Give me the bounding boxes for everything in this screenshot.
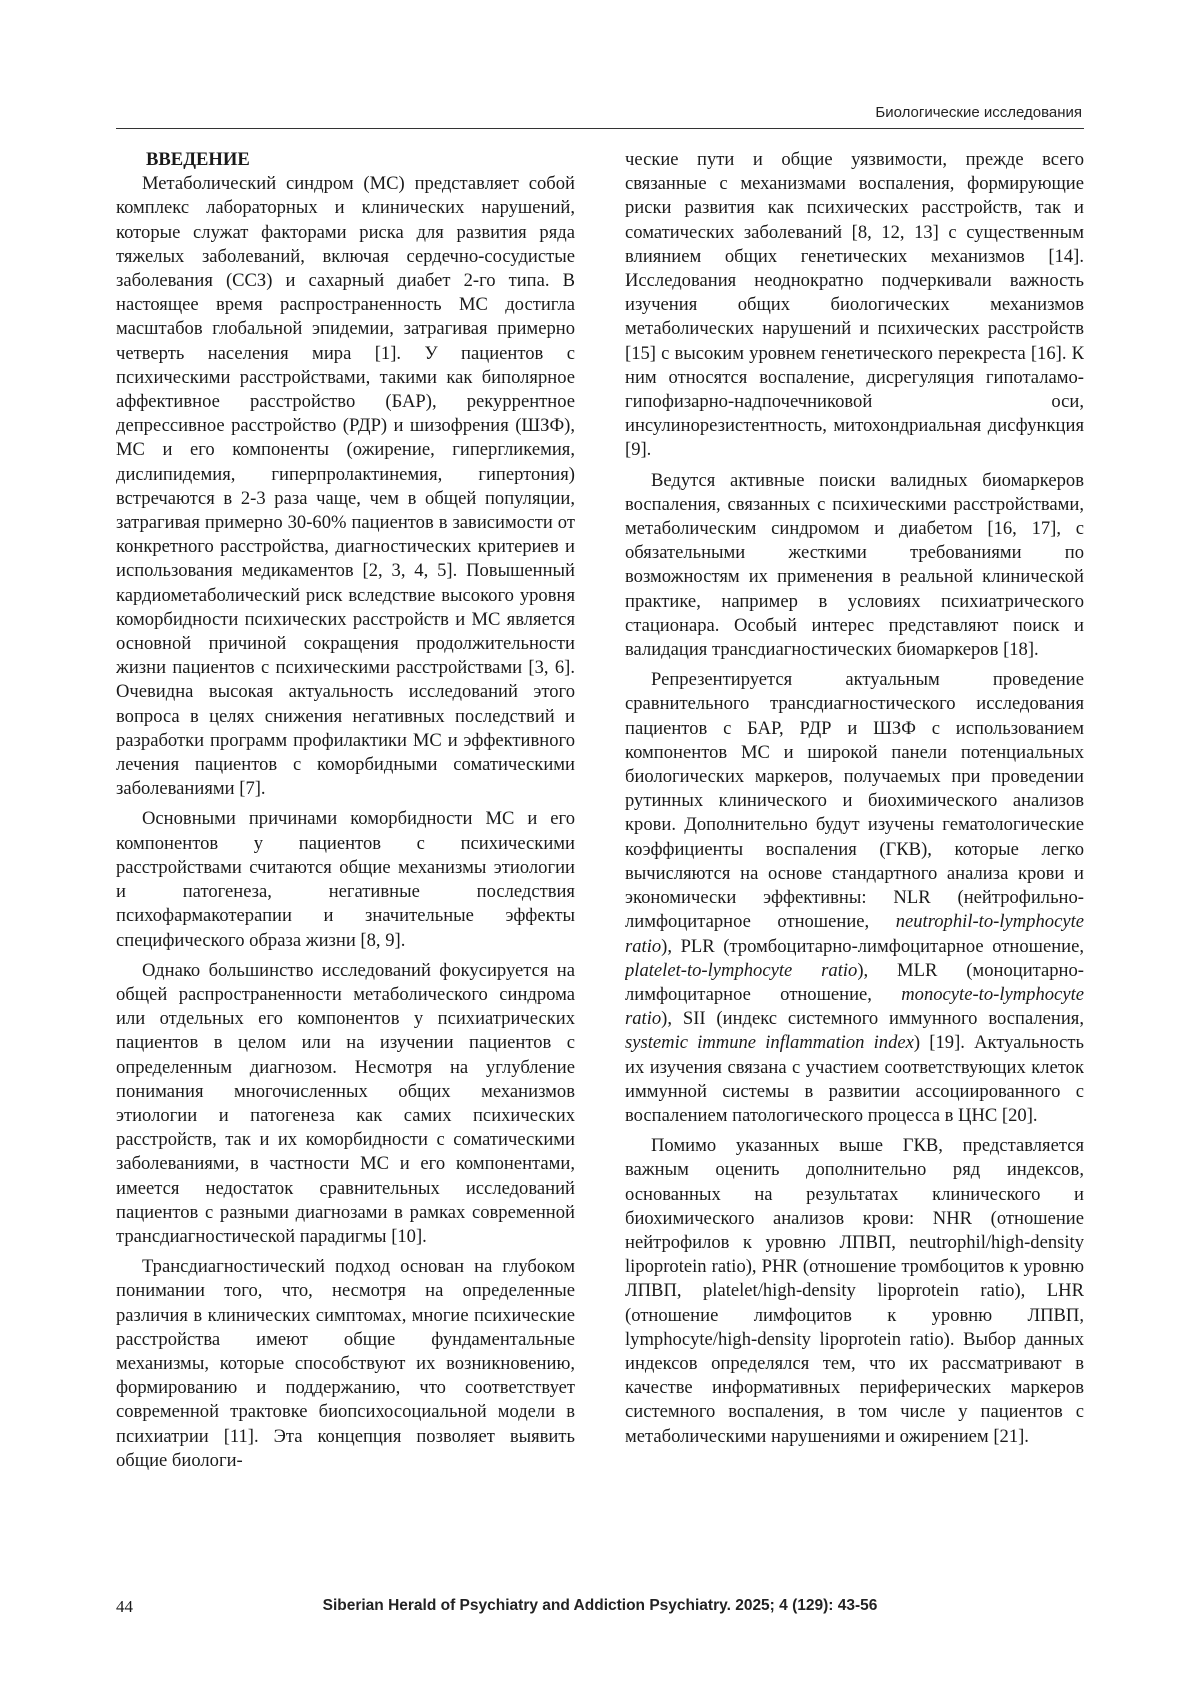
page-number: 44 <box>116 1597 133 1616</box>
header-rule <box>116 128 1084 129</box>
left-column <box>116 148 575 1573</box>
text-run: ), PLR (тромбоцитарно-лимфоцитарное отношение, <box>661 935 1084 957</box>
journal-citation: Siberian Herald of Psychiatry and Addiction Psychiatry. 2025; 4 (129): 43-56 <box>322 1597 878 1614</box>
text-run: ) [19]. Актуальность их изучения связана с участием соответствующих клеток иммунной системы в развитии ассоциированного с воспалением патологического процесса в ЦНС [20]. <box>625 1032 1084 1126</box>
paragraph-continuation: ческие пути и общие уязвимости, прежде всего связанные с механизмами воспаления, формирующие риски развития как психических расстройств, так и соматических заболеваний [8, 12, 13] с существенным влиянием общих генетических механизмов [14]. Исследования неоднократно подчеркивали важность изучения общих биологических механизмов метаболических нарушений и психических расстройств [15] с высоким уровнем генетического перекреста [16]. К ним относятся воспаление, дисрегуляция гипоталамо-гипофизарно-надпочечниковой оси, инсулинорезистентность, митохондриальная дисфункция [9]. <box>625 149 1084 461</box>
running-title: Биологические исследования <box>875 104 1082 121</box>
paragraph-intro-4: Трансдиагностический подход основан на глубоком понимании того, что, несмотря на определенные различия в клинических симптомах, многие психические расстройства имеют общие фундаментальные механизмы, которые способствуют их возникновению, формированию и поддержанию, что соответствует современной трактовке биопсихосоциальной модели в психиатрии [11]. Эта концепция позволяет выявить общие биологи- <box>116 1256 575 1471</box>
section-heading: ВВЕДЕНИЕ <box>146 149 250 170</box>
paragraph-hematologic-indices <box>625 668 1084 1128</box>
text-run: ), MLR (моноцитарно-лимфоцитарное отношение, <box>625 959 1084 1005</box>
paragraph-intro-3: Однако большинство исследований фокусируется на общей распространенности метаболического синдрома или отдельных его компонентов у психиатрических пациентов в целом или на изучении пациентов с определенным диагнозом. Несмотря на углубление понимания многочисленных общих механизмов этиологии и патогенеза как самих психических расстройств, так и их коморбидности с соматическими заболеваниями, в частности МС и его компонентами, имеется недостаток сравнительных исследований пациентов с разными диагнозами в рамках современной трансдиагностической парадигмы [10]. <box>116 959 575 1247</box>
italic-term-nlr: neutrophil-to-lymphocyte ratio <box>625 911 1084 957</box>
text-run: Репрезентируется актуальным проведение сравнительного трансдиагностического исследования пациентов с БАР, РДР и ШЗФ с использованием компонентов МС и широкой панели потенциальных биологических маркеров, получаемых при проведении рутинных клинического и биохимического анализов крови. Дополнительно будут изучены гематологические коэффициенты воспаления (ГКВ), которые легко вычисляются на основе стандартного анализа крови и экономически эффективны: NLR (нейтрофильно-лимфоцитарное отношение, <box>625 669 1084 933</box>
italic-term-sii: systemic immune inflammation index <box>625 1032 914 1054</box>
right-column <box>625 148 1084 1573</box>
italic-term-plr: platelet-to-lymphocyte ratio <box>625 959 858 981</box>
text-run: ), SII (индекс системного иммунного воспаления, <box>661 1008 1084 1030</box>
paragraph-additional-indices: Помимо указанных выше ГКВ, представляется важным оценить дополнительно ряд индексов, основанных на результатах клинического и биохимического анализов крови: NHR (отношение нейтрофилов к уровню ЛПВП, neutrophil/high-density lipoprotein ratio), PHR (отношение тромбоцитов к уровню ЛПВП, platelet/high-density lipoprotein ratio), LHR (отношение лимфоцитов к уровню ЛПВП, lymphocyte/high-density lipoprotein ratio). Выбор данных индексов определялся тем, что их рассматривают в качестве информативных периферических маркеров системного воспаления, в том числе у пациентов с метаболическими нарушениями и ожирением [21]. <box>625 1135 1084 1447</box>
paragraph-intro-1: Метаболический синдром (МС) представляет собой комплекс лабораторных и клинических нарушений, которые служат факторами риска для развития ряда тяжелых заболеваний, включая сердечно-сосудистые заболевания (ССЗ) и сахарный диабет 2-го типа. В настоящее время распространенность МС достигла масштабов глобальной эпидемии, затрагивая примерно четверть населения мира [1]. У пациентов с психическими расстройствами, такими как биполярное аффективное расстройство (БАР), рекуррентное депрессивное расстройство (РДР) и шизофрения (ШЗФ), МС и его компоненты (ожирение, гипергликемия, дислипидемия, гиперпролактинемия, гипертония) встречаются в 2-3 раза чаще, чем в общей популяции, затрагивая примерно 30-60% пациентов в зависимости от конкретного расстройства, диагностических критериев и использования медикаментов [2, 3, 4, 5]. Повышенный кардиометаболический риск вследствие высокого уровня коморбидности психических расстройств и МС является основной причиной сокращения продолжительности жизни пациентов с психическими расстройствами [3, 6]. Очевидна высокая актуальность исследований этого вопроса в целях снижения негативных последствий и разработки программ профилактики МС и эффективного лечения пациентов с коморбидными соматическими заболеваниями [7]. <box>116 173 575 800</box>
paragraph-intro-2: Основными причинами коморбидности МС и его компонентов у пациентов с психическими расстройствами считаются общие механизмы этиологии и патогенеза, негативные последствия психофармакотерапии и значительные эффекты специфического образа жизни [8, 9]. <box>116 808 575 951</box>
paragraph-biomarkers: Ведутся активные поиски валидных биомаркеров воспаления, связанных с психическими расстройствами, метаболическим синдромом и диабетом [16, 17], с обязательными жесткими требованиями по возможностям их применения в реальной клинической практике, например в условиях психиатрического стационара. Особый интерес представляют поиск и валидация трансдиагностических биомаркеров [18]. <box>625 469 1084 661</box>
italic-term-mlr: monocyte-to-lymphocyte ratio <box>625 983 1084 1030</box>
